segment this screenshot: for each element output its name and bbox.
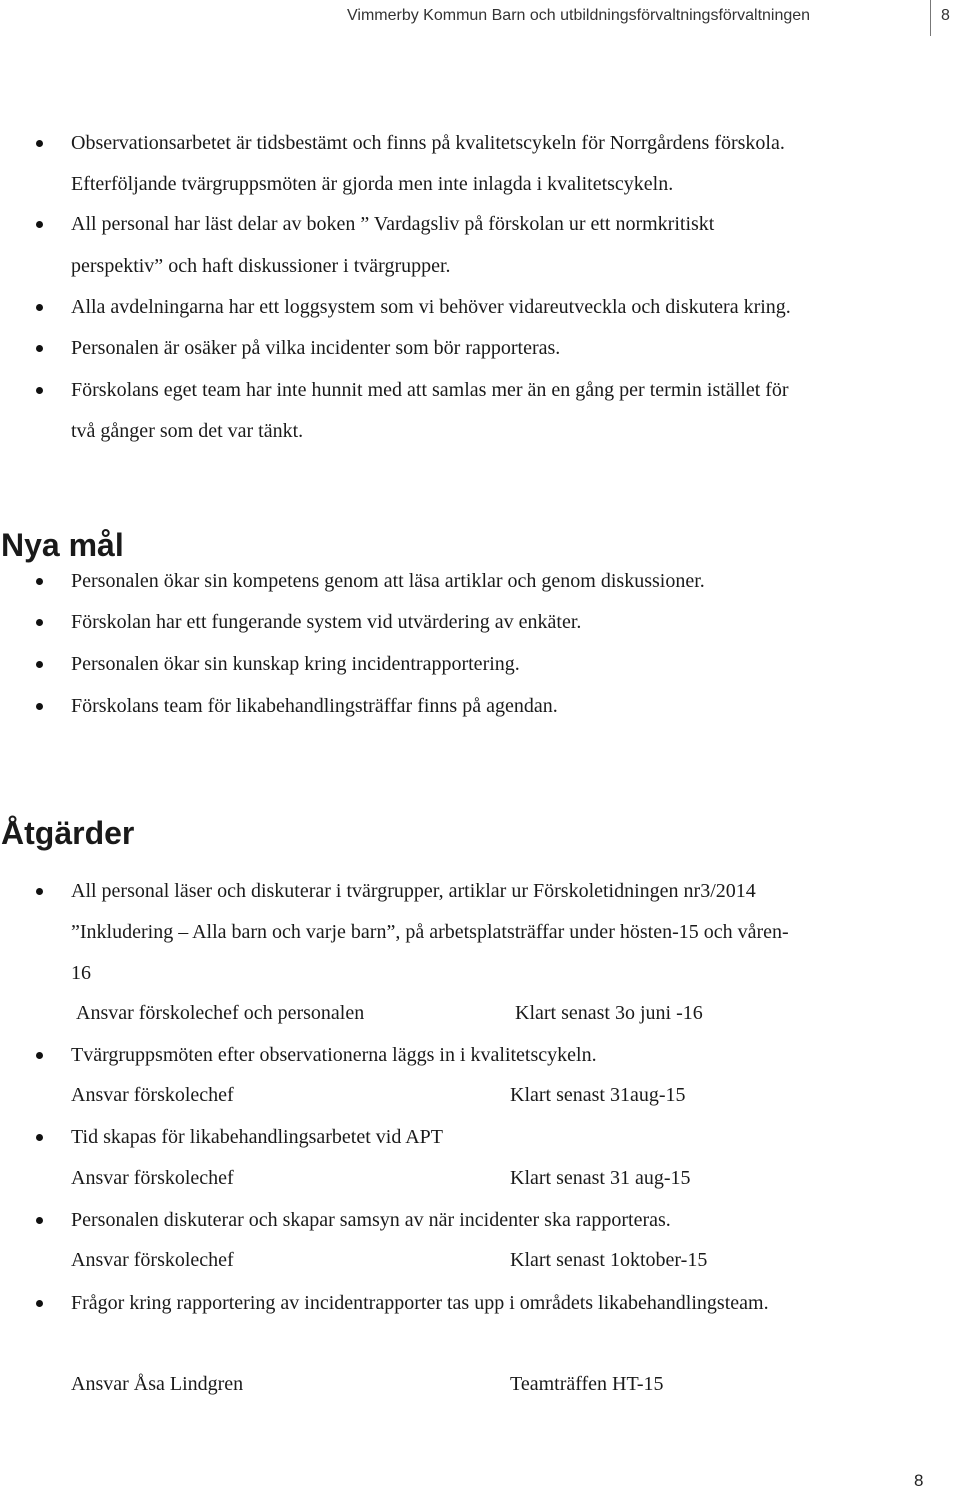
action-responsible: Ansvar förskolechef xyxy=(71,1249,234,1271)
action-text: Tvärgruppsmöten efter observationerna läggs in i kvalitetscykeln. xyxy=(71,1044,597,1066)
goal-item: Förskolans team för likabehandlingsträffar finns på agendan. xyxy=(71,695,558,717)
action-deadline: Klart senast 3o juni -16 xyxy=(515,1002,703,1024)
observation-line: All personal har läst delar av boken ” Vardagsliv på förskolan ur ett normkritiskt xyxy=(71,213,715,235)
bullet xyxy=(36,619,43,626)
observation-line: Efterföljande tvärgruppsmöten är gjorda men inte inlagda i kvalitetscykeln. xyxy=(71,173,674,195)
bullet xyxy=(36,1134,43,1141)
action-text: ”Inkludering – Alla barn och varje barn”, på arbetsplatsträffar under hösten-15 och våren- xyxy=(71,921,789,943)
bullet xyxy=(36,387,43,394)
action-responsible: Ansvar förskolechef och personalen xyxy=(76,1002,365,1024)
bullet xyxy=(36,1217,43,1224)
action-deadline: Teamträffen HT-15 xyxy=(510,1373,664,1395)
bullet xyxy=(36,1052,43,1059)
action-responsible: Ansvar förskolechef xyxy=(71,1167,234,1189)
header-title: Vimmerby Kommun Barn och utbildningsförvaltningsförvaltningen xyxy=(347,7,811,24)
section-heading-atgarder: Åtgärder xyxy=(1,815,135,851)
observation-line: perspektiv” och haft diskussioner i tvärgrupper. xyxy=(71,255,451,277)
observation-line: Observationsarbetet är tidsbestämt och finns på kvalitetscykeln för Norrgårdens förskola. xyxy=(71,132,785,154)
bullet xyxy=(36,703,43,710)
action-text: All personal läser och diskuterar i tvärgrupper, artiklar ur Förskoletidningen nr3/2014 xyxy=(71,880,756,902)
action-deadline: Klart senast 31aug-15 xyxy=(510,1084,686,1106)
observation-line: två gånger som det var tänkt. xyxy=(71,420,304,442)
section-heading-nya-mal: Nya mål xyxy=(1,527,124,563)
footer-page-number: 8 xyxy=(914,1471,924,1490)
bullet xyxy=(36,1300,43,1307)
goal-item: Personalen ökar sin kompetens genom att läsa artiklar och genom diskussioner. xyxy=(71,570,705,592)
observation-line: Förskolans eget team har inte hunnit med att samlas mer än en gång per termin istället för xyxy=(71,379,789,401)
header-page-number: 8 xyxy=(941,7,950,24)
bullet xyxy=(36,140,43,147)
action-text: Tid skapas för likabehandlingsarbetet vid APT xyxy=(71,1126,443,1148)
bullet xyxy=(36,888,43,895)
bullet xyxy=(36,345,43,352)
action-responsible: Ansvar förskolechef xyxy=(71,1084,234,1106)
observation-line: Personalen är osäker på vilka incidenter som bör rapporteras. xyxy=(71,337,561,359)
bullet xyxy=(36,661,43,668)
bullet xyxy=(36,304,43,311)
action-deadline: Klart senast 1oktober-15 xyxy=(510,1249,708,1271)
action-text: Frågor kring rapportering av incidentrapporter tas upp i områdets likabehandlingsteam. xyxy=(71,1292,769,1314)
action-deadline: Klart senast 31 aug-15 xyxy=(510,1167,691,1189)
action-text: Personalen diskuterar och skapar samsyn av när incidenter ska rapporteras. xyxy=(71,1209,671,1231)
action-responsible: Ansvar Åsa Lindgren xyxy=(71,1373,244,1395)
bullet xyxy=(36,578,43,585)
observation-line: Alla avdelningarna har ett loggsystem som vi behöver vidareutveckla och diskutera kring. xyxy=(71,296,791,318)
goal-item: Personalen ökar sin kunskap kring incidentrapportering. xyxy=(71,653,520,675)
goal-item: Förskolan har ett fungerande system vid utvärdering av enkäter. xyxy=(71,611,582,633)
header-divider xyxy=(930,0,931,36)
action-text: 16 xyxy=(71,962,91,984)
bullet xyxy=(36,221,43,228)
